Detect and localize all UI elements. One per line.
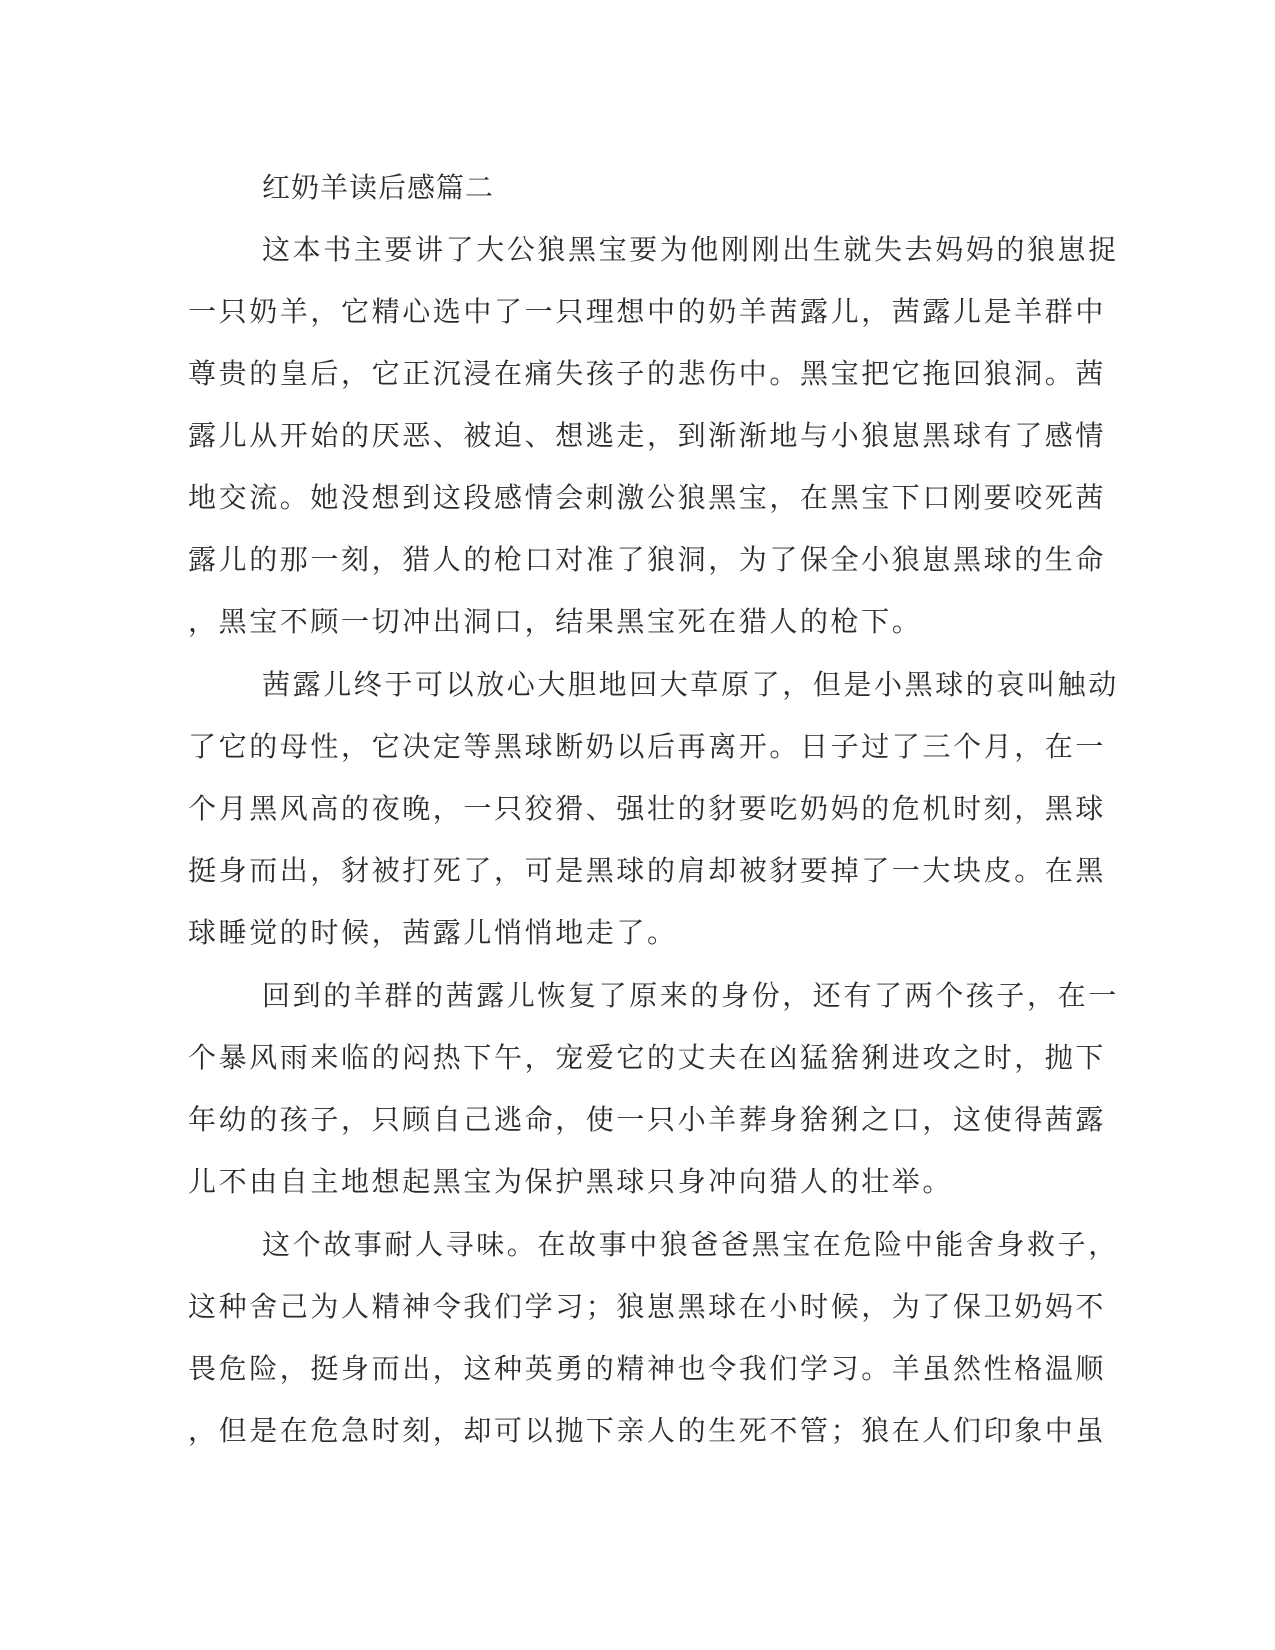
paragraph-line: 这种舍己为人精神令我们学习；狼崽黑球在小时候，为了保卫奶妈不 (188, 1290, 1107, 1323)
paragraph-line: 个月黑风高的夜晚，一只狡猾、强壮的豺要吃奶妈的危机时刻，黑球 (188, 792, 1107, 825)
paragraph-line: 茜露儿终于可以放心大胆地回大草原了，但是小黑球的哀叫触动 (262, 668, 1119, 701)
paragraph-line: 球睡觉的时候，茜露儿悄悄地走了。 (188, 916, 678, 949)
paragraph-line: ，但是在危急时刻，却可以抛下亲人的生死不管；狼在人们印象中虽 (188, 1414, 1107, 1447)
paragraph-line: 回到的羊群的茜露儿恢复了原来的身份，还有了两个孩子，在一 (262, 979, 1119, 1012)
paragraph-line: 尊贵的皇后，它正沉浸在痛失孩子的悲伤中。黑宝把它拖回狼洞。茜 (188, 357, 1107, 390)
paragraph-line: 露儿从开始的厌恶、被迫、想逃走，到渐渐地与小狼崽黑球有了感情 (188, 419, 1107, 452)
paragraph-line: ，黑宝不顾一切冲出洞口，结果黑宝死在猎人的枪下。 (188, 605, 923, 638)
paragraph-line: 露儿的那一刻，猎人的枪口对准了狼洞，为了保全小狼崽黑球的生命 (188, 543, 1107, 576)
paragraph-line: 地交流。她没想到这段感情会刺激公狼黑宝，在黑宝下口刚要咬死茜 (188, 481, 1107, 514)
paragraph-line: 畏危险，挺身而出，这种英勇的精神也令我们学习。羊虽然性格温顺 (188, 1352, 1107, 1385)
paragraph-line: 年幼的孩子，只顾自己逃命，使一只小羊葬身猞猁之口，这使得茜露 (188, 1103, 1107, 1136)
paragraph-line: 这本书主要讲了大公狼黑宝要为他刚刚出生就失去妈妈的狼崽捉 (262, 233, 1119, 266)
document-title: 红奶羊读后感篇二 (262, 171, 495, 204)
paragraph-line: 挺身而出，豺被打死了，可是黑球的肩却被豺要掉了一大块皮。在黑 (188, 854, 1107, 887)
paragraph-line: 这个故事耐人寻味。在故事中狼爸爸黑宝在危险中能舍身救子， (262, 1228, 1119, 1261)
paragraph-line: 一只奶羊，它精心选中了一只理想中的奶羊茜露儿，茜露儿是羊群中 (188, 295, 1107, 328)
paragraph-line: 个暴风雨来临的闷热下午，宠爱它的丈夫在凶猛猞猁进攻之时，抛下 (188, 1041, 1107, 1074)
paragraph-line: 儿不由自主地想起黑宝为保护黑球只身冲向猎人的壮举。 (188, 1165, 954, 1198)
paragraph-line: 了它的母性，它决定等黑球断奶以后再离开。日子过了三个月，在一 (188, 730, 1107, 763)
